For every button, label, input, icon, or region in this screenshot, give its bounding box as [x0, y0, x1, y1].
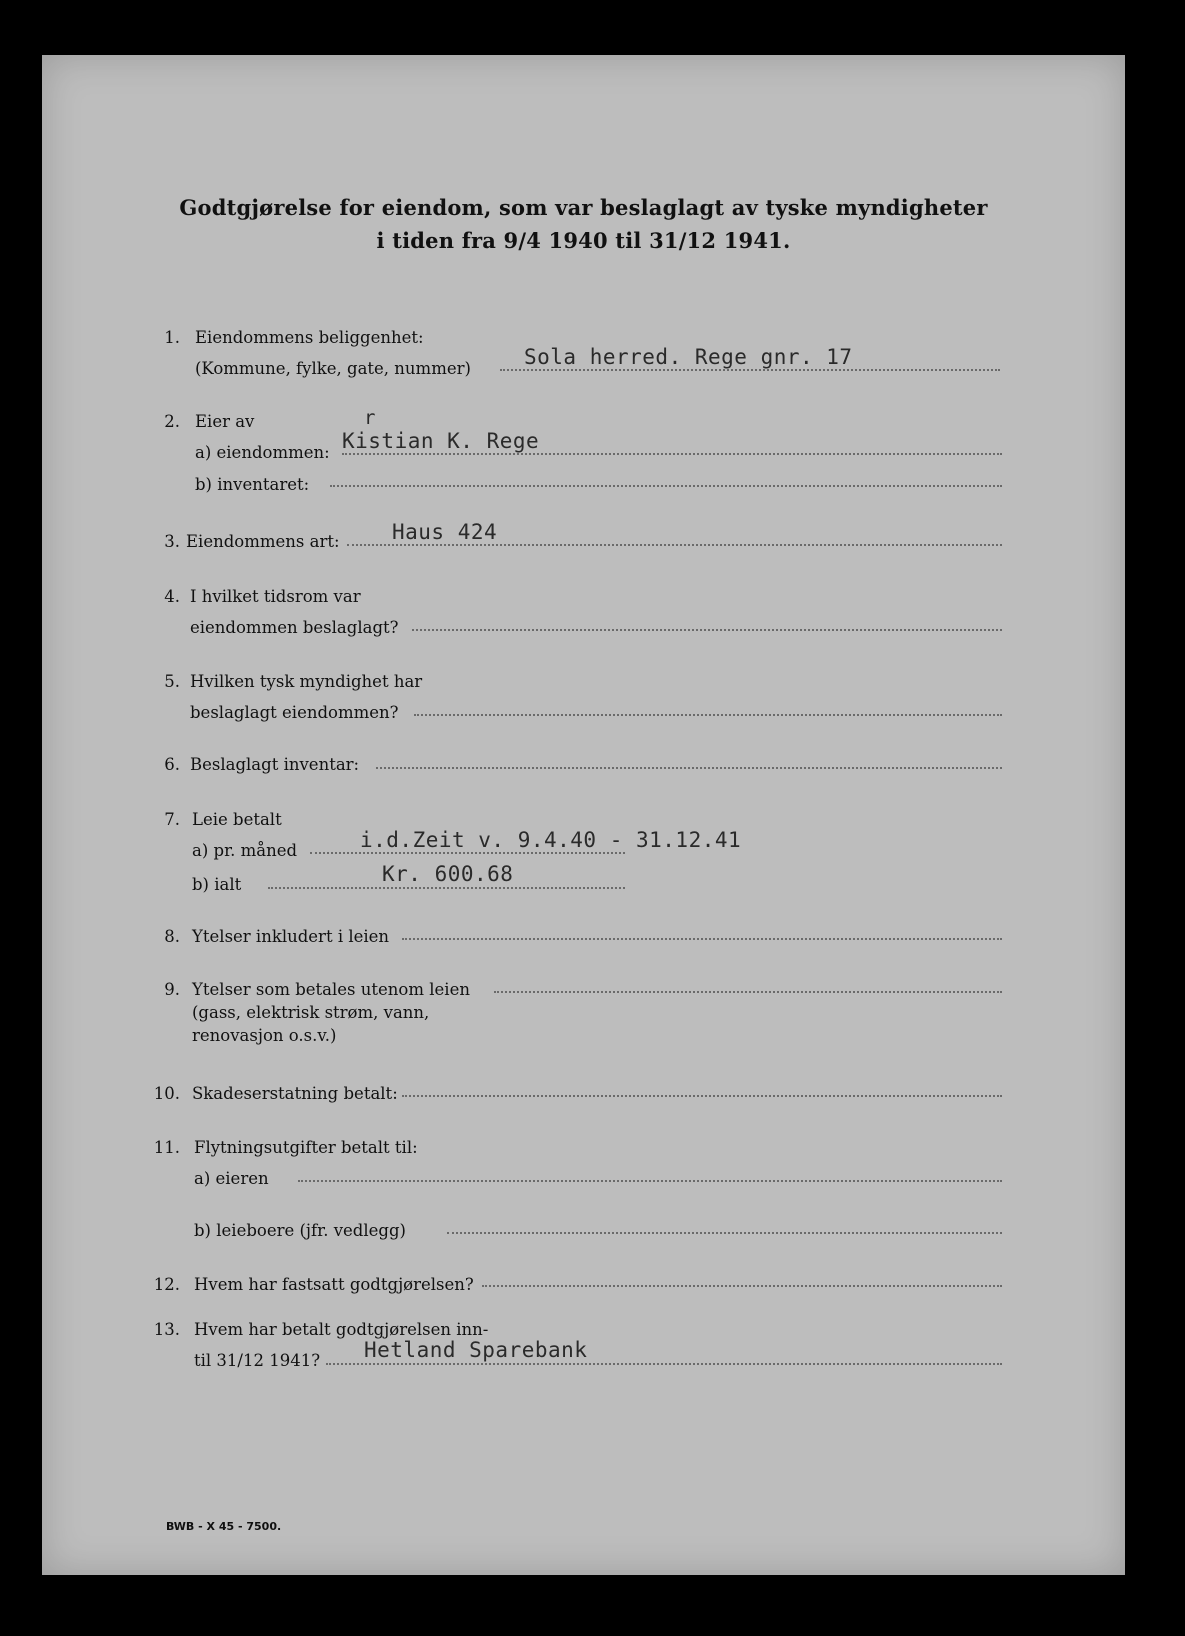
item-1-sublabel: (Kommune, fylke, gate, nummer)	[195, 359, 471, 378]
item-3-number: 3.	[164, 532, 180, 551]
form-print-code: BWB - X 45 - 7500.	[166, 1520, 282, 1533]
item-6-number: 6.	[164, 755, 180, 774]
item-5-sublabel: beslaglagt eiendommen?	[190, 703, 399, 722]
item-2-number: 2.	[164, 412, 180, 431]
item-10-answer-line[interactable]	[402, 1095, 1002, 1097]
item-9-number: 9.	[164, 980, 180, 999]
item-3-answer-line[interactable]	[347, 544, 1002, 546]
item-13-number: 13.	[153, 1320, 180, 1339]
item-3-answer: Haus 424	[392, 520, 498, 544]
item-3-label: Eiendommens art:	[186, 532, 340, 551]
item-11-number: 11.	[153, 1138, 180, 1157]
item-11a-answer-line[interactable]	[298, 1180, 1002, 1182]
item-4-number: 4.	[164, 587, 180, 606]
item-7b-label: b) ialt	[192, 875, 242, 894]
item-9-sublabel-2: renovasjon o.s.v.)	[192, 1026, 337, 1045]
item-7b-answer-line[interactable]	[268, 887, 625, 889]
form-title-line2: i tiden fra 9/4 1940 til 31/12 1941.	[376, 228, 791, 253]
item-5-number: 5.	[164, 672, 180, 691]
item-1-answer-line[interactable]	[500, 369, 1000, 371]
item-7a-answer-line[interactable]	[310, 852, 625, 854]
item-2b-label: b) inventaret:	[195, 475, 310, 494]
item-4-sublabel: eiendommen beslaglagt?	[190, 618, 399, 637]
item-12-answer-line[interactable]	[482, 1285, 1002, 1287]
item-6-answer-line[interactable]	[376, 767, 1002, 769]
item-2a-answer: Kistian K. Rege	[342, 429, 540, 453]
item-10-label: Skadeserstatning betalt:	[192, 1084, 398, 1103]
item-10-number: 10.	[153, 1084, 180, 1103]
item-12-label: Hvem har fastsatt godtgjørelsen?	[194, 1275, 474, 1294]
item-7-number: 7.	[164, 810, 180, 829]
item-7a-answer: i.d.Zeit v. 9.4.40 - 31.12.41	[360, 828, 742, 852]
item-13-sublabel: til 31/12 1941?	[194, 1351, 321, 1370]
item-8-label: Ytelser inkludert i leien	[192, 927, 390, 946]
item-11-label: Flytningsutgifter betalt til:	[194, 1138, 418, 1157]
item-13-label: Hvem har betalt godtgjørelsen inn-	[194, 1320, 489, 1339]
item-6-label: Beslaglagt inventar:	[190, 755, 360, 774]
item-7-label: Leie betalt	[192, 810, 282, 829]
item-11b-label: b) leieboere (jfr. vedlegg)	[194, 1221, 406, 1240]
item-4-answer-line[interactable]	[412, 629, 1002, 631]
item-2a-label: a) eiendommen:	[195, 443, 330, 462]
item-4-label: I hvilket tidsrom var	[190, 587, 361, 606]
item-2b-answer-line[interactable]	[330, 485, 1002, 487]
item-2-label: Eier av	[195, 412, 255, 431]
item-1-label: Eiendommens beliggenhet:	[195, 328, 424, 347]
item-11b-answer-line[interactable]	[447, 1232, 1002, 1234]
item-9-sublabel-1: (gass, elektrisk strøm, vann,	[192, 1003, 430, 1022]
item-1-answer: Sola herred. Rege gnr. 17	[524, 345, 853, 369]
item-8-answer-line[interactable]	[402, 938, 1002, 940]
form-page	[42, 55, 1125, 1575]
item-13-answer: Hetland Sparebank	[364, 1338, 588, 1362]
item-13-answer-line[interactable]	[326, 1363, 1002, 1365]
form-title-line1: Godtgjørelse for eiendom, som var beslaglagt av tyske myndigheter	[179, 195, 988, 220]
item-2a-answer-line[interactable]	[342, 453, 1002, 455]
item-12-number: 12.	[153, 1275, 180, 1294]
item-5-answer-line[interactable]	[414, 714, 1002, 716]
item-7a-label: a) pr. måned	[192, 841, 298, 860]
item-7b-answer: Kr. 600.68	[382, 862, 514, 886]
item-8-number: 8.	[164, 927, 180, 946]
item-9-answer-line[interactable]	[494, 991, 1002, 993]
item-2a-insert: r	[364, 407, 376, 429]
item-1-number: 1.	[164, 328, 180, 347]
item-5-label: Hvilken tysk myndighet har	[190, 672, 423, 691]
item-11a-label: a) eieren	[194, 1169, 269, 1188]
item-9-label: Ytelser som betales utenom leien	[192, 980, 470, 999]
